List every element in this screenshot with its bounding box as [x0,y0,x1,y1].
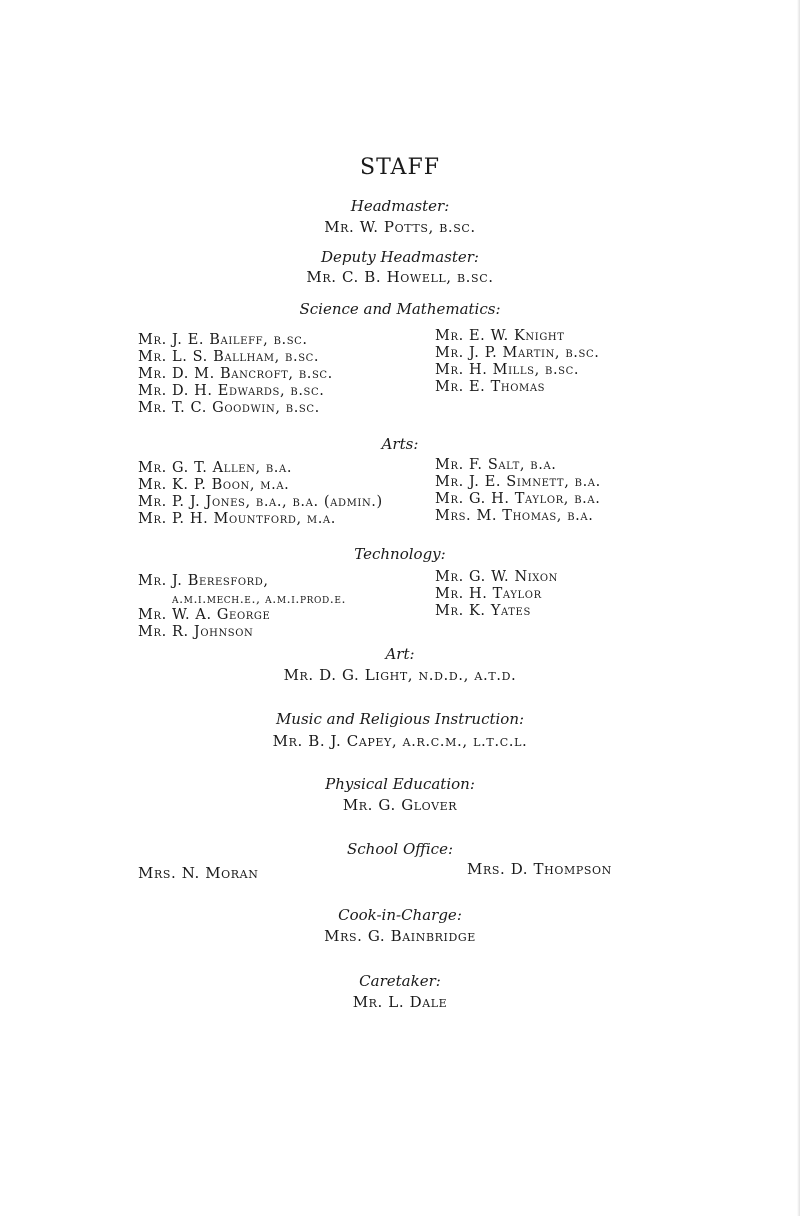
list-item: Mr. P. J. Jones, b.a., b.a. (admin.) [138,494,383,510]
list-item: Mr. K. Yates [435,603,531,619]
science-heading: Science and Mathematics: [299,300,501,318]
technology-right-list [435,569,558,620]
pe-heading: Physical Education: [325,775,475,793]
caretaker-heading: Caretaker: [359,972,441,990]
headmaster-name: Mr. W. Potts, b.sc. [324,218,476,236]
list-item: Mr. W. A. George [138,607,271,623]
science-left-list [138,332,333,417]
art-heading: Art: [385,645,415,663]
deputy-heading: Deputy Headmaster: [321,248,479,266]
pe-name: Mr. G. Glover [342,796,458,814]
cook-heading: Cook-in-Charge: [338,906,462,924]
list-item: Mr. J. E. Simnett, b.a. [435,474,601,490]
deputy-name: Mr. C. B. Howell, b.sc. [306,268,494,286]
page-title: STAFF [360,155,440,180]
music-heading: Music and Religious Instruction: [275,710,525,728]
art-name: Mr. D. G. Light, n.d.d., a.t.d. [283,666,517,684]
list-item: Mr. G. H. Taylor, b.a. [435,491,601,507]
list-item: Mr. H. Taylor [435,586,542,602]
headmaster-heading: Headmaster: [350,197,450,215]
science-right-list [435,328,599,396]
technology-left-list [138,573,346,641]
list-item: Mr. G. W. Nixon [435,569,558,585]
cook-name: Mrs. G. Bainbridge [324,927,476,945]
technology-heading: Technology: [354,545,446,563]
office-heading: School Office: [346,840,454,858]
list-item: Mr. F. Salt, b.a. [435,457,557,473]
list-item: Mr. J. E. Baileff, b.sc. [138,332,308,348]
list-item: Mr. K. P. Boon, m.a. [138,477,290,493]
office-left-name: Mrs. N. Moran [138,864,259,882]
list-item: Mr. E. Thomas [435,379,546,395]
list-item: Mr. G. T. Allen, b.a. [138,460,293,476]
list-item: Mr. D. M. Bancroft, b.sc. [138,366,333,382]
list-item: Mr. R. Johnson [138,624,254,640]
arts-right-list [435,457,601,525]
list-item: Mr. J. P. Martin, b.sc. [435,345,600,361]
arts-left-list [138,460,383,528]
list-item: Mr. L. S. Ballham, b.sc. [138,349,320,365]
list-item: Mr. T. C. Goodwin, b.sc. [138,400,320,416]
list-item: Mr. D. H. Edwards, b.sc. [138,383,325,399]
list-item: Mrs. M. Thomas, b.a. [435,508,594,524]
qualifications-line: a.m.i.mech.e., a.m.i.prod.e. [172,591,347,606]
list-item: Mr. E. W. Knight [435,328,565,344]
caretaker-name: Mr. L. Dale [352,993,448,1011]
list-item: Mr. P. H. Mountford, m.a. [138,511,336,527]
list-item: Mr. J. Beresford, [138,573,269,589]
arts-heading: Arts: [381,435,419,453]
music-name: Mr. B. J. Capey, a.r.c.m., l.t.c.l. [272,732,528,750]
list-item: Mr. H. Mills, b.sc. [435,362,580,378]
office-right-name: Mrs. D. Thompson [467,860,612,878]
